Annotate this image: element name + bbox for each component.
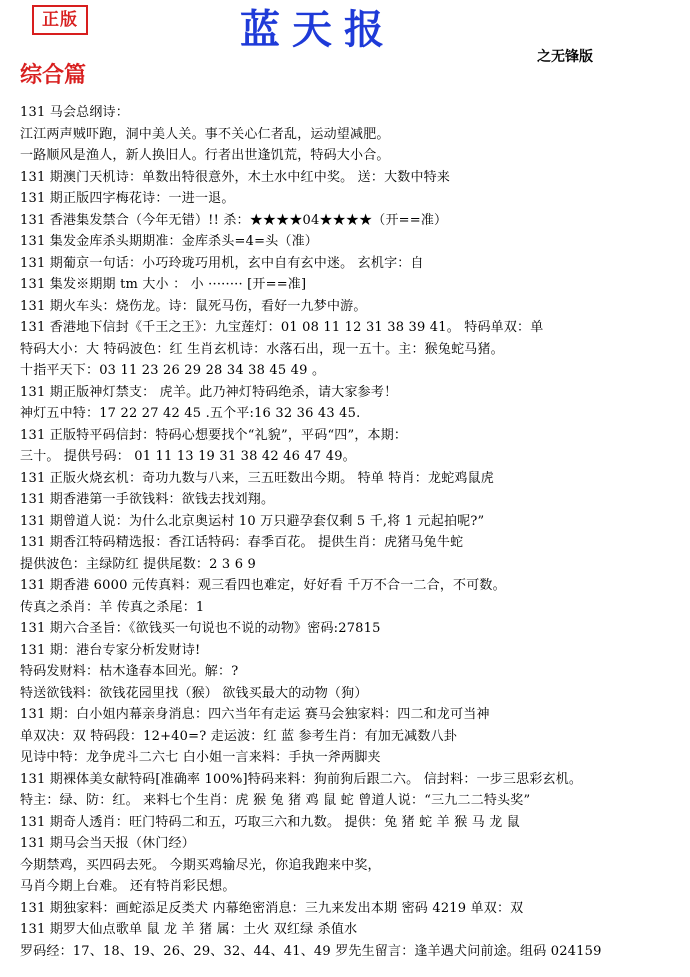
text-line: 131 集发※期期 tm 大小 ： 小 ········ [开==准]	[20, 277, 307, 292]
text-line: 131 期马会当天报（休门经）	[20, 836, 195, 851]
text-line: 131 期香港 6000 元传真料：观三看四也难定，好好看 千万不合一二合，不可数。	[20, 578, 506, 593]
text-line: 131 期火车头：烧伤龙。诗：鼠死马伤，看好一九梦中游。	[20, 298, 367, 314]
text-line: 131 期香港第一手欲钱料：欲钱去找刘翔。	[20, 492, 275, 507]
text-line: 131 期六合圣旨：《欲钱买一句说也不说的动物》密码:27815	[20, 621, 381, 636]
text-line: 江江两声贼吓跑，洞中美人关。事不关心仁者乱，运动望减肥。	[20, 126, 390, 142]
text-line: 131 期奇人透肖：旺门特码二和五，巧取三六和九数。 提供：兔 猪 蛇 羊 猴 马 龙 鼠	[20, 814, 521, 830]
text-line: 131 集发金库杀头期期准：金库杀头=4=头（准）	[20, 234, 319, 249]
section-heading: 综合篇	[20, 62, 87, 88]
text-line: 131 期正版神灯禁支： 虎羊。此乃神灯特码绝杀，请大家参考！	[20, 384, 398, 400]
text-line: 131 正版特平码信封：特码心想要找个“礼貌”，平码“四”，本期：	[20, 427, 408, 443]
text-line: 特送欲钱料：欲钱花园里找（猴） 欲钱买最大的动物（狗）	[20, 685, 368, 701]
edition-label: 之无锋版	[537, 49, 593, 65]
text-line: 单双决：双 特码段：12+40=? 走运波：红 蓝 参考生肖：有加无减数八卦	[20, 728, 457, 744]
text-line: 特主：绿、防：红。 来料七个生肖：虎 猴 兔 猪 鸡 鼠 蛇 曾道人说：“三九二二特头奖”	[20, 793, 531, 808]
text-line: 十指平天下：03 11 23 26 29 28 34 38 45 49 。	[20, 363, 326, 378]
text-line: 传真之杀肖：羊 传真之杀尾：1	[20, 599, 205, 615]
text-line: 提供波色：主绿防红 提供尾数：2 3 6 9	[20, 556, 257, 572]
text-line: 罗码经：17、18、19、26、29、32、44、41、49 罗先生留言：逢羊遇犬问前途。组码 024159	[20, 943, 602, 959]
text-line: 见诗中特：龙争虎斗二六七 白小姐一言来料：手执一斧两脚夹	[20, 750, 381, 765]
text-line: 131 香港集发禁合（今年无错）!! 杀：★★★★04★★★★（开==准）	[20, 212, 448, 228]
text-line: 131 期正版四字梅花诗：一进一退。	[20, 191, 235, 206]
text-line: 131 期：港台专家分析发财诗!	[20, 642, 201, 658]
article-body	[20, 102, 680, 962]
text-line: 131 马会总纲诗：	[20, 105, 129, 120]
text-line: 三十。 提供号码： 01 11 13 19 31 38 42 46 47 49。	[20, 449, 356, 464]
text-line: 131 香港地下信封《千王之王》：九宝莲灯：01 08 11 12 31 38 39 41。 特码单双：单	[20, 320, 544, 335]
text-line: 131 期裸体美女献特码[准确率 100%]特码来料：狗前狗后跟二六。 信封料：一步三思彩玄机。	[20, 771, 583, 787]
text-line: 131 期澳门天机诗：单数出特很意外，木土水中红中奖。 送：大数中特来	[20, 169, 451, 185]
text-line: 马肖今期上台难。 还有特肖彩民想。	[20, 879, 236, 894]
text-line: 131 期葡京一句话：小巧玲珑巧用机，玄中自有玄中迷。 玄机字：自	[20, 255, 424, 271]
text-line: 131 期罗大仙点歌单 鼠 龙 羊 猪 属：土火 双红绿 杀值水	[20, 922, 358, 937]
text-line: 一路顺风是渔人，新人换旧人。行者出世逢饥荒，特码大小合。	[20, 148, 390, 163]
text-line: 特码发财料：枯木逢春本回光。解：?	[20, 664, 239, 679]
text-line: 131 期曾道人说：为什么北京奥运村 10 万只避孕套仅剩 5 千,将 1 元起拍呢?”	[20, 513, 485, 529]
text-line: 131 期香江特码精选报：香江话特码：春季百花。 提供生肖：虎猪马兔牛蛇	[20, 535, 464, 550]
text-line: 131 期独家料：画蛇添足反类犬 内幕绝密消息：三九来发出本期 密码 4219 单双：双	[20, 900, 524, 916]
edition-badge: 正版	[32, 5, 88, 35]
newspaper-title: 蓝天报	[240, 6, 396, 53]
text-line: 特码大小：大 特码波色：红 生肖玄机诗：水落石出，现一五十。主：猴兔蛇马猪。	[20, 341, 504, 357]
text-line: 神灯五中特：17 22 27 42 45 .五个平:16 32 36 43 45.	[20, 406, 361, 421]
text-line: 131 期：白小姐内幕亲身消息：四六当年有走运 赛马会独家料：四二和龙可当神	[20, 707, 490, 722]
text-line: 131 正版火烧玄机：奇功九数与八来，三五旺数出今期。 特单 特肖：龙蛇鸡鼠虎	[20, 470, 495, 486]
text-line: 今期禁鸡，买四码去死。 今期买鸡输尽光，你追我跑来中奖，	[20, 857, 381, 873]
